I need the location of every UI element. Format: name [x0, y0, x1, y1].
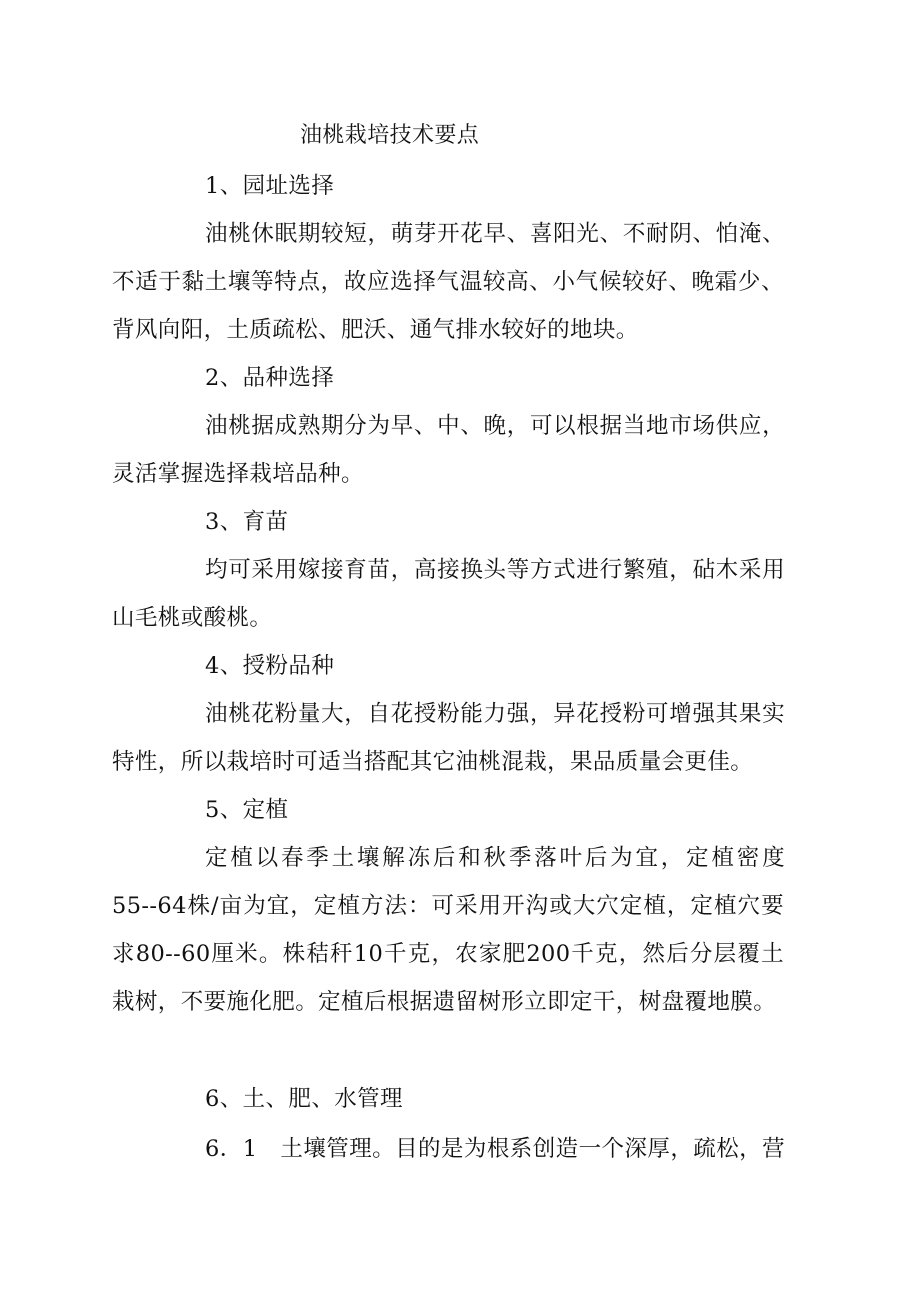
paragraph-line: 定植以春季土壤解冻后和秋季落叶后为宜，定植密度 — [205, 845, 785, 871]
paragraph-line: 6．1 土壤管理。目的是为根系创造一个深厚，疏松，营 — [205, 1136, 785, 1162]
paragraph-line: 山毛桃或酸桃。 — [112, 605, 273, 631]
section-heading-5: 5、定植 — [205, 797, 289, 823]
section-heading-2: 2、品种选择 — [205, 365, 335, 391]
paragraph-line: 灵活掌握选择栽培品种。 — [112, 461, 364, 487]
document-title: 油桃栽培技术要点 — [300, 123, 480, 148]
paragraph-line: 求80--60厘米。株秸秆10千克，农家肥200千克，然后分层覆土 — [112, 941, 784, 967]
section-heading-4: 4、授粉品种 — [205, 653, 335, 679]
paragraph-line: 55--64株/亩为宜，定植方法：可采用开沟或大穴定植，定植穴要 — [112, 893, 784, 919]
paragraph-line: 油桃据成熟期分为早、中、晚，可以根据当地市场供应， — [205, 413, 785, 439]
paragraph-line: 油桃休眠期较短，萌芽开花早、喜阳光、不耐阴、怕淹、 — [205, 221, 785, 247]
paragraph-line: 特性，所以栽培时可适当搭配其它油桃混栽，果品质量会更佳。 — [112, 749, 754, 775]
paragraph-line: 背风向阳，土质疏松、肥沃、通气排水较好的地块。 — [112, 317, 639, 343]
paragraph-line: 栽树，不要施化肥。定植后根据遗留树形立即定干，树盘覆地膜。 — [112, 989, 777, 1015]
paragraph-line: 均可采用嫁接育苗，高接换头等方式进行繁殖，砧木采用 — [205, 557, 785, 583]
section-heading-3: 3、育苗 — [205, 509, 289, 535]
section-heading-1: 1、园址选择 — [205, 173, 335, 199]
paragraph-line: 油桃花粉量大，自花授粉能力强，异花授粉可增强其果实 — [205, 701, 785, 727]
paragraph-line: 不适于黏土壤等特点，故应选择气温较高、小气候较好、晚霜少、 — [112, 269, 784, 295]
section-heading-6: 6、土、肥、水管理 — [205, 1086, 403, 1112]
